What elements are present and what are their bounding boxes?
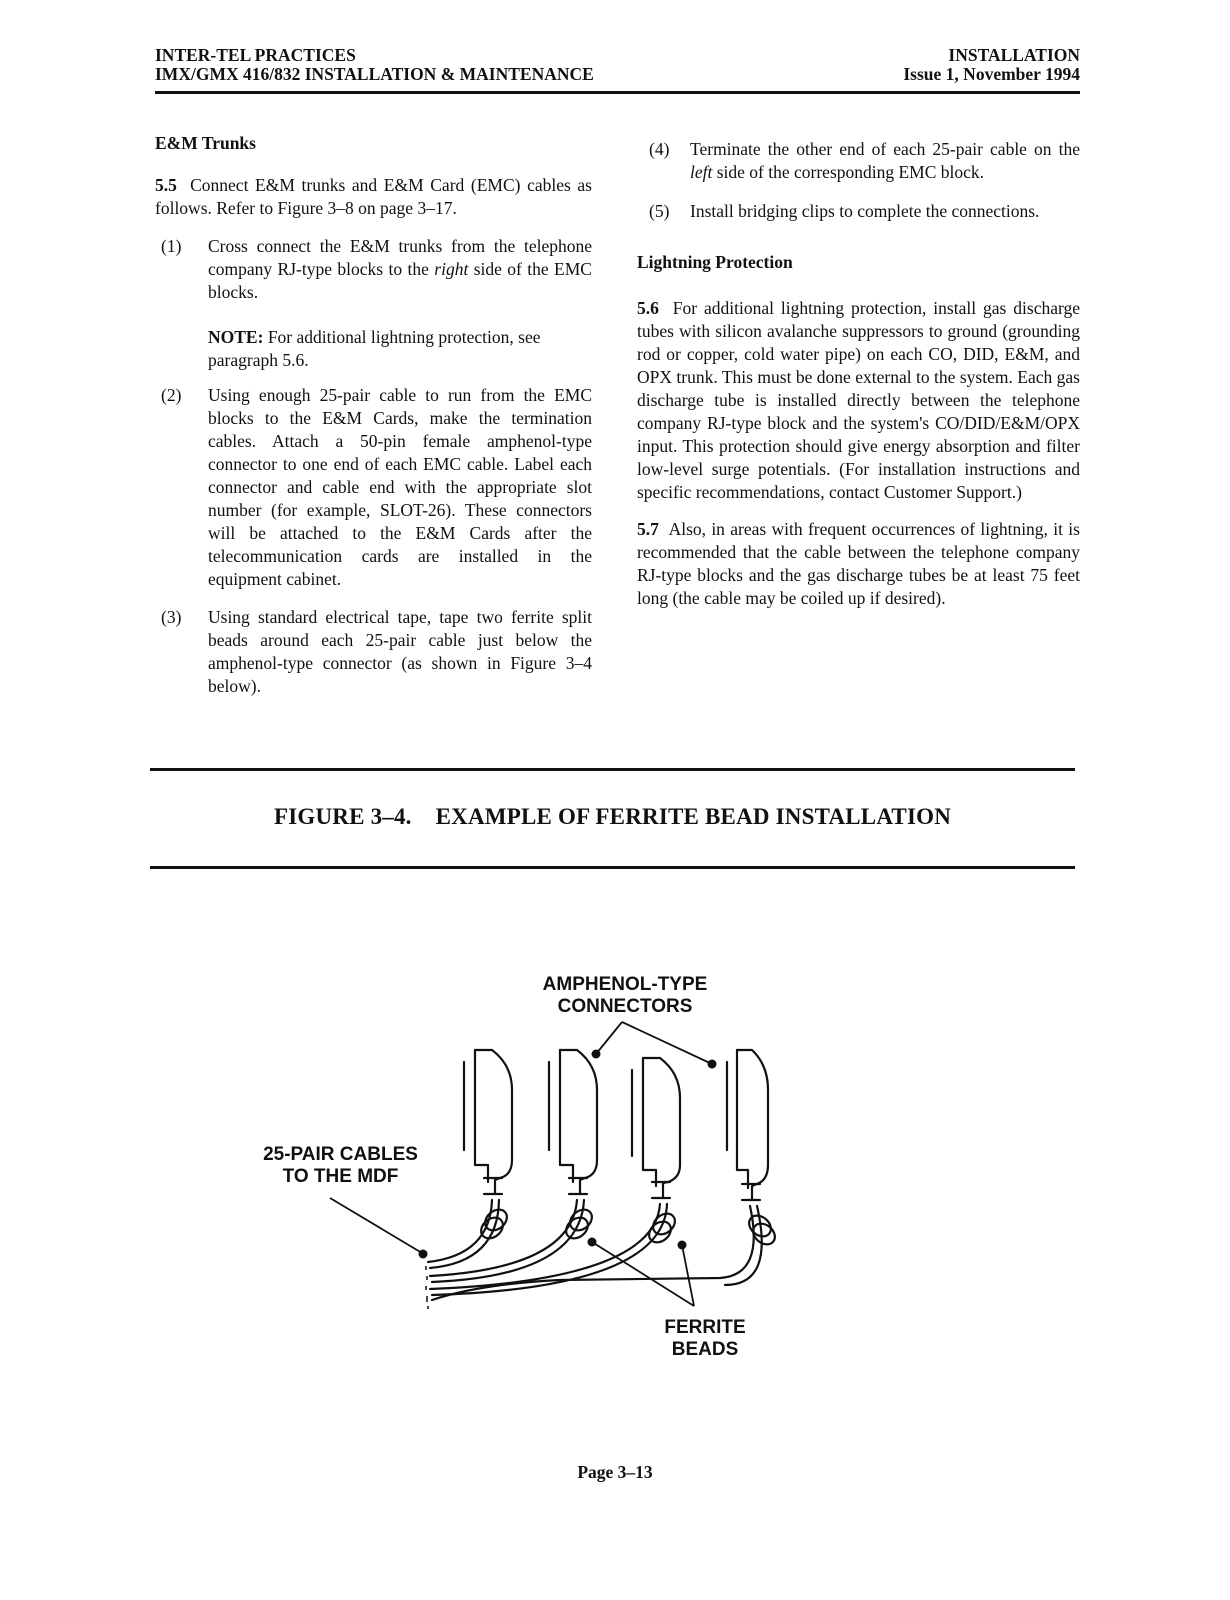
paragraph-text: Connect E&M trunks and E&M Card (EMC) cables as follows. Refer to Figure 3–8 on page 3–17. (155, 175, 592, 218)
step-text: Using enough 25-pair cable to run from the EMC blocks to the E&M Cards, make the termination cables. Attach a 50-pin female amphenol-type connector to one end of each EMC cable. Label each connector and cable end with the appropriate slot number (for example, SLOT-26). These connectors will be attached to the E&M Cards after the telecommunication cards are installed in the equipment cabinet. (208, 385, 592, 589)
amphenol-connector-2 (549, 1050, 597, 1194)
step-text: Cross connect the E&M trunks from the telephone company RJ-type blocks to the right side of the EMC blocks. (208, 236, 592, 302)
header-practices: INTER-TEL PRACTICES (155, 45, 356, 65)
emphasis-left: left (690, 162, 713, 182)
paragraph-number: 5.7 (637, 519, 659, 539)
ferrite-bead-1 (477, 1205, 511, 1242)
page-number: Page 3–13 (577, 1462, 653, 1482)
paragraph-text: Also, in areas with frequent occurrences of lightning, it is recommended that the cable between the telephone company RJ-type blocks and the gas discharge tubes be at least 75 feet long (the cable may be coiled up if desired). (637, 519, 1080, 608)
step-number: (5) (649, 201, 670, 221)
step-text: Terminate the other end of each 25-pair cable on the left side of the corresponding EMC block. (690, 139, 1080, 182)
note-text: For additional lightning protection, see paragraph 5.6. (208, 327, 541, 370)
label-amphenol-connectors: AMPHENOL-TYPE CONNECTORS (542, 974, 708, 1017)
header-section: INSTALLATION (948, 45, 1080, 65)
paragraph-number: 5.5 (155, 175, 177, 195)
amphenol-connector-3 (632, 1058, 680, 1198)
step-text: Install bridging clips to complete the connections. (690, 201, 1040, 221)
step-number: (4) (649, 139, 670, 159)
step-text: Using standard electrical tape, tape two ferrite split beads around each 25-pair cable just below the amphenol-type connector (as shown in Figure 3–4 below). (208, 607, 592, 696)
leader-beads-b (682, 1245, 694, 1306)
label-25-pair-cables: 25-PAIR CABLES TO THE MDF (263, 1144, 418, 1187)
figure-caption: EXAMPLE OF FERRITE BEAD INSTALLATION (435, 804, 952, 829)
cable-bundle (428, 1200, 762, 1300)
section-heading-lightning-protection: Lightning Protection (637, 252, 793, 272)
leader-connectors-b (622, 1022, 712, 1064)
amphenol-connector-1 (464, 1050, 512, 1194)
figure-number: FIGURE 3–4. (273, 804, 412, 829)
step-number: (2) (161, 385, 182, 405)
header-manual-title: IMX/GMX 416/832 INSTALLATION & MAINTENANCE (155, 64, 594, 84)
cable-ends (426, 1266, 428, 1309)
step-number: (1) (161, 236, 182, 256)
paragraph-text: For additional lightning protection, install gas discharge tubes with silicon avalanche suppressors to ground (grounding rod or copper, cold water pipe) on each CO, DID, E&M, and OPX trunk. This must be done external to the system. Each gas discharge tube is installed directly between the telephone company RJ-type block and the system's CO/DID/E&M/OPX input. This protection should give energy absorption and filter low-level surge potentials. (For installation instructions and specific recommendations, contact Customer Support.) (637, 298, 1081, 502)
step-number: (3) (161, 607, 182, 627)
amphenol-connector-4 (727, 1050, 768, 1200)
paragraph-number: 5.6 (637, 298, 659, 318)
leader-cables (330, 1198, 422, 1253)
note-label: NOTE: (208, 327, 264, 347)
label-ferrite-beads: FERRITE BEADS (664, 1317, 746, 1360)
leader-beads-a (592, 1242, 694, 1306)
header-issue: Issue 1, November 1994 (903, 64, 1080, 84)
emphasis-right: right (434, 259, 469, 279)
section-heading-em-trunks: E&M Trunks (155, 133, 256, 153)
leader-connectors-a (596, 1022, 622, 1054)
